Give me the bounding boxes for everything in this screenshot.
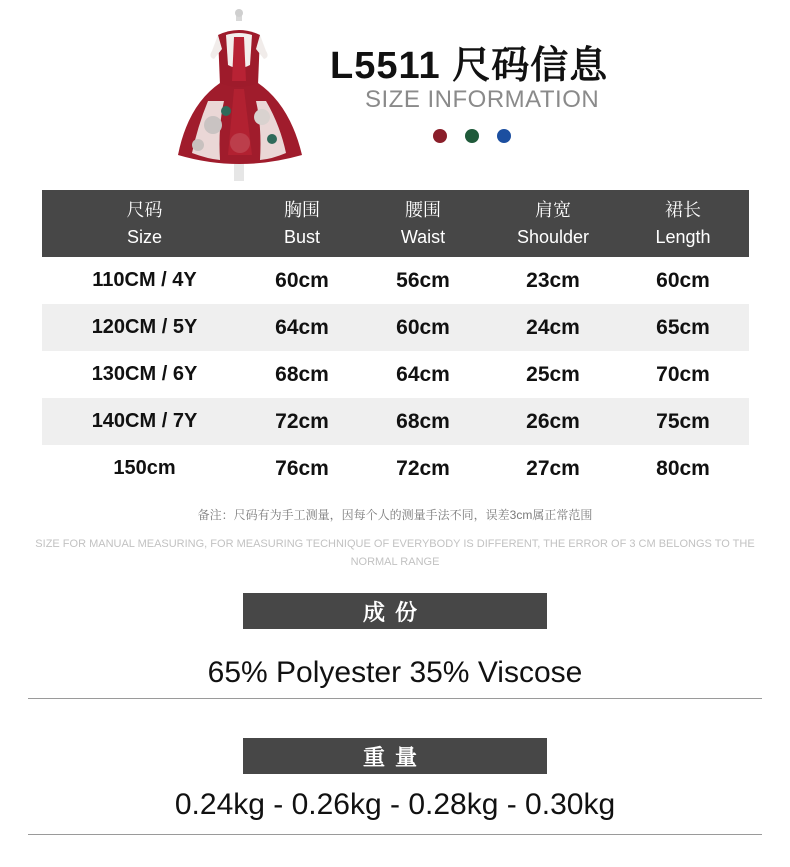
waist-cell: 72cm [396,456,450,480]
column-header-bust-en: Bust [283,226,321,247]
column-header-size-en: Size [126,226,162,247]
column-header-size-cn: 尺码 [126,199,163,220]
column-header-length [617,190,749,257]
length-cell: 60cm [656,268,710,292]
length-cell: 70cm [656,362,710,386]
table-row [42,351,749,398]
measurement-note-en: SIZE FOR MANUAL MEASURING, FOR MEASURING TECHNIQUE OF EVERYBODY IS DIFFERENT, THE ERROR OF 3 CM BELONGS TO THE NORMAL RANGE [35,538,755,568]
column-header-shoulder-cn: 肩宽 [535,199,571,220]
shoulder-cell: 26cm [526,409,580,433]
composition-value: 65% Polyester 35% Viscose [207,656,583,689]
size-cell: 120CM / 5Y [91,316,198,338]
page-title: L5511 尺码信息 [330,45,609,87]
color-swatch-green[interactable] [465,129,479,143]
column-header-bust-cn: 胸围 [284,199,320,220]
length-cell: 80cm [656,456,710,480]
bust-cell: 76cm [275,456,329,480]
size-chart-table [42,190,749,492]
size-cell: 130CM / 6Y [91,363,198,385]
bust-cell: 68cm [275,362,329,386]
column-header-shoulder-en: Shoulder [516,226,590,247]
table-row [42,445,749,492]
size-chart-header [42,190,749,257]
composition-heading: 成份 [243,593,547,629]
column-header-waist [357,190,489,257]
size-cell: 110CM / 4Y [92,269,197,291]
color-swatch-red[interactable] [433,129,447,143]
length-cell: 65cm [656,315,710,339]
shoulder-cell: 24cm [526,315,580,339]
bust-cell: 64cm [275,315,329,339]
column-header-size [42,190,247,257]
measurement-note-cn: 备注：尺码有为手工测量，因每个人的测量手法不同，误差3cm属正常范围 [197,508,593,522]
table-row [42,304,749,351]
column-header-waist-en: Waist [400,226,446,247]
table-row [42,257,749,304]
waist-cell: 56cm [396,268,450,292]
length-cell: 75cm [656,409,710,433]
table-row [42,398,749,445]
shoulder-cell: 23cm [526,268,580,292]
shoulder-cell: 25cm [526,362,580,386]
column-header-length-cn: 裙长 [665,199,701,220]
color-swatch-blue[interactable] [497,129,511,143]
weight-value: 0.24kg - 0.26kg - 0.28kg - 0.30kg [174,788,616,821]
weight-heading: 重量 [243,738,547,774]
column-header-length-en: Length [655,226,711,247]
color-swatches [433,129,511,143]
size-cell: 150cm [113,457,176,479]
column-header-shoulder [489,190,617,257]
column-header-bust [247,190,357,257]
dress-product-image [168,5,313,185]
bust-cell: 72cm [275,409,329,433]
divider [28,698,762,699]
page-subtitle: SIZE INFORMATION [365,86,600,113]
waist-cell: 64cm [396,362,450,386]
shoulder-cell: 27cm [526,456,580,480]
divider [28,834,762,835]
column-header-waist-cn: 腰围 [405,199,441,220]
size-cell: 140CM / 7Y [91,410,198,432]
waist-cell: 68cm [396,409,450,433]
bust-cell: 60cm [275,268,329,292]
waist-cell: 60cm [396,315,450,339]
